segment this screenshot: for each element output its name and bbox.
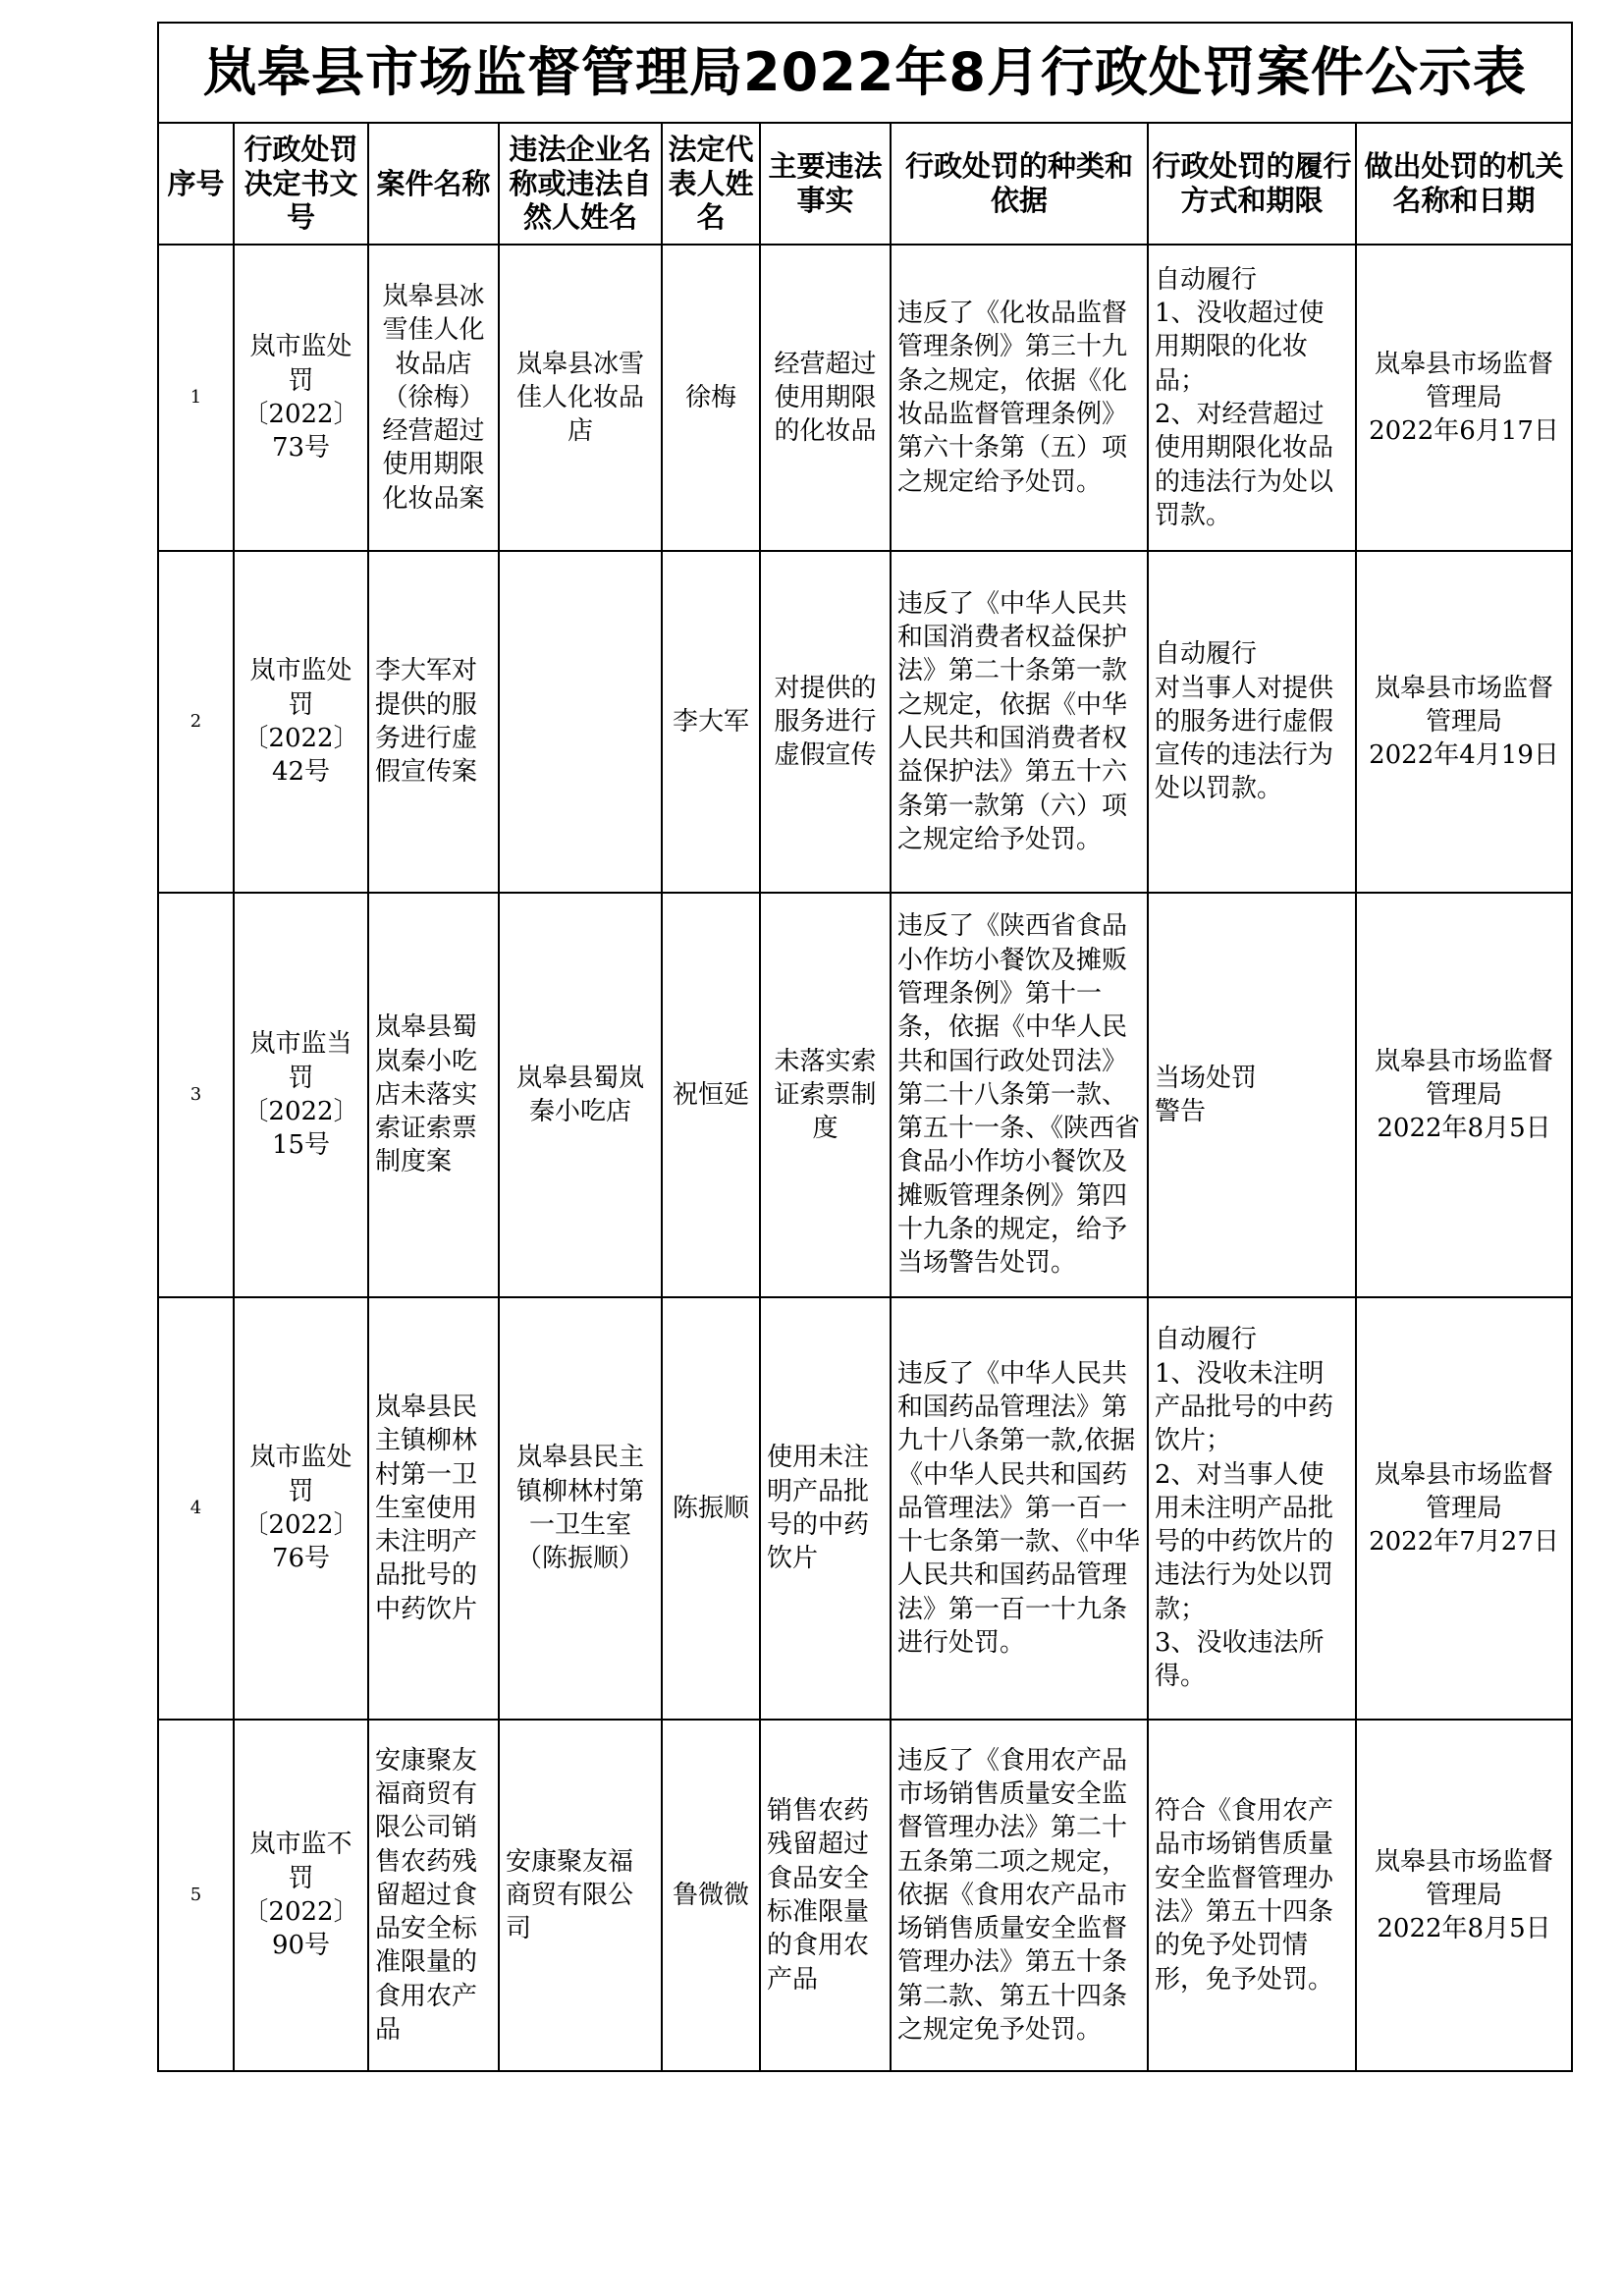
table-row: [158, 893, 1572, 1297]
penalty-table-sheet: [157, 22, 1571, 2072]
header-legal-rep: 法定代表人姓名: [662, 123, 760, 245]
cell-party: [499, 551, 662, 893]
cell-facts: 使用未注明产品批号的中药饮片: [760, 1297, 891, 1720]
cell-performance: 当场处罚 警告: [1148, 893, 1356, 1297]
header-doc-no: 行政处罚决定书文号: [234, 123, 368, 245]
cell-seq: 1: [158, 245, 234, 551]
cell-basis: 违反了《中华人民共和国药品管理法》第九十八条第一款,依据《中华人民共和国药品管理法》第一百一十七条第一款、《中华人民共和国药品管理法》第一百一十九条进行处罚。: [891, 1297, 1148, 1720]
cell-performance: 自动履行 对当事人对提供的服务进行虚假宣传的违法行为处以罚款。: [1148, 551, 1356, 893]
cell-doc-no: 岚市监处罚〔2022〕73号: [234, 245, 368, 551]
cell-facts: 对提供的服务进行虚假宣传: [760, 551, 891, 893]
cell-facts: 未落实索证索票制度: [760, 893, 891, 1297]
cell-basis: 违反了《中华人民共和国消费者权益保护法》第二十条第一款之规定，依据《中华人民共和国消费者权益保护法》第五十六条第一款第（六）项之规定给予处罚。: [891, 551, 1148, 893]
cell-facts: 经营超过使用期限的化妆品: [760, 245, 891, 551]
header-case-name: 案件名称: [368, 123, 499, 245]
penalty-table: [157, 22, 1573, 2072]
table-row: [158, 551, 1572, 893]
cell-facts: 销售农药残留超过食品安全标准限量的食用农产品: [760, 1720, 891, 2071]
cell-authority: 岚皋县市场监督管理局 2022年7月27日: [1356, 1297, 1572, 1720]
cell-party: 岚皋县冰雪佳人化妆品店: [499, 245, 662, 551]
cell-seq: 5: [158, 1720, 234, 2071]
table-row: [158, 1720, 1572, 2071]
header-performance: 行政处罚的履行方式和期限: [1148, 123, 1356, 245]
cell-authority: 岚皋县市场监督管理局 2022年8月5日: [1356, 1720, 1572, 2071]
cell-performance: 自动履行 1、没收超过使用期限的化妆品； 2、对经营超过使用期限化妆品的违法行为处以罚款。: [1148, 245, 1356, 551]
cell-performance: 符合《食用农产品市场销售质量安全监督管理办法》第五十四条的免予处罚情形，免予处罚。: [1148, 1720, 1356, 2071]
cell-doc-no: 岚市监当罚〔2022〕15号: [234, 893, 368, 1297]
cell-legal-rep: 李大军: [662, 551, 760, 893]
cell-legal-rep: 祝恒延: [662, 893, 760, 1297]
cell-legal-rep: 陈振顺: [662, 1297, 760, 1720]
header-facts: 主要违法事实: [760, 123, 891, 245]
cell-doc-no: 岚市监处罚〔2022〕76号: [234, 1297, 368, 1720]
cell-seq: 3: [158, 893, 234, 1297]
header-authority: 做出处罚的机关名称和日期: [1356, 123, 1572, 245]
cell-authority: 岚皋县市场监督管理局 2022年8月5日: [1356, 893, 1572, 1297]
cell-seq: 2: [158, 551, 234, 893]
cell-authority: 岚皋县市场监督管理局 2022年6月17日: [1356, 245, 1572, 551]
header-seq: 序号: [158, 123, 234, 245]
cell-case-name: 岚皋县冰雪佳人化妆品店（徐梅）经营超过使用期限化妆品案: [368, 245, 499, 551]
cell-basis: 违反了《陕西省食品小作坊小餐饮及摊贩管理条例》第十一条，依据《中华人民共和国行政处罚法》第二十八条第一款、第五十一条、《陕西省食品小作坊小餐饮及摊贩管理条例》第四十九条的规定，给予当场警告处罚。: [891, 893, 1148, 1297]
cell-case-name: 李大军对提供的服务进行虚假宣传案: [368, 551, 499, 893]
cell-basis: 违反了《化妆品监督管理条例》第三十九条之规定，依据《化妆品监督管理条例》第六十条第（五）项之规定给予处罚。: [891, 245, 1148, 551]
header-basis: 行政处罚的种类和依据: [891, 123, 1148, 245]
cell-doc-no: 岚市监处罚〔2022〕42号: [234, 551, 368, 893]
table-row: [158, 245, 1572, 551]
cell-case-name: 安康聚友福商贸有限公司销售农药残留超过食品安全标准限量的食用农产品: [368, 1720, 499, 2071]
cell-case-name: 岚皋县蜀岚秦小吃店未落实索证索票制度案: [368, 893, 499, 1297]
cell-case-name: 岚皋县民主镇柳林村第一卫生室使用未注明产品批号的中药饮片: [368, 1297, 499, 1720]
cell-performance: 自动履行 1、没收未注明产品批号的中药饮片； 2、对当事人使用未注明产品批号的中药饮片的违法行为处以罚款； 3、没收违法所得。: [1148, 1297, 1356, 1720]
cell-legal-rep: 徐梅: [662, 245, 760, 551]
header-party: 违法企业名称或违法自然人姓名: [499, 123, 662, 245]
page-title: 岚皋县市场监督管理局2022年8月行政处罚案件公示表: [158, 23, 1572, 123]
cell-authority: 岚皋县市场监督管理局 2022年4月19日: [1356, 551, 1572, 893]
cell-doc-no: 岚市监不罚〔2022〕90号: [234, 1720, 368, 2071]
cell-party: 岚皋县民主镇柳林村第一卫生室（陈振顺）: [499, 1297, 662, 1720]
cell-party: 安康聚友福商贸有限公司: [499, 1720, 662, 2071]
cell-party: 岚皋县蜀岚秦小吃店: [499, 893, 662, 1297]
table-row: [158, 1297, 1572, 1720]
cell-legal-rep: 鲁微微: [662, 1720, 760, 2071]
cell-seq: 4: [158, 1297, 234, 1720]
header-row: [158, 123, 1572, 245]
cell-basis: 违反了《食用农产品市场销售质量安全监督管理办法》第二十五条第二项之规定，依据《食用农产品市场销售质量安全监督管理办法》第五十条第二款、第五十四条之规定免予处罚。: [891, 1720, 1148, 2071]
